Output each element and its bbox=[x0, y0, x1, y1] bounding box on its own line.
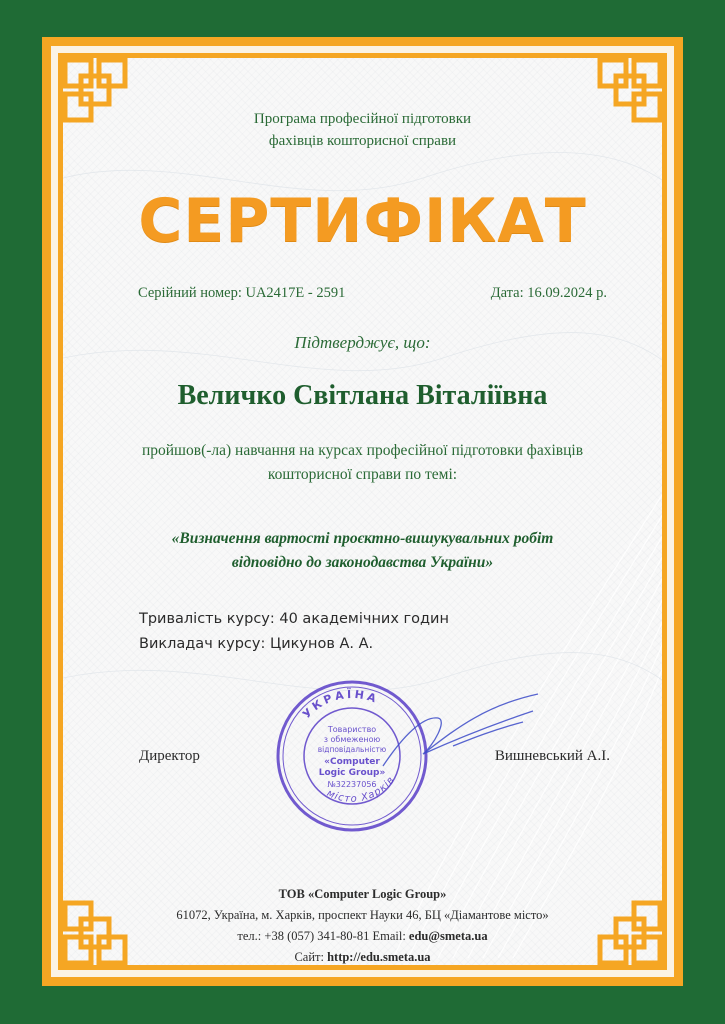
completion-statement bbox=[63, 439, 662, 487]
stamp-bottom-arc: місто Харків bbox=[324, 774, 398, 805]
stamp-line: Товариство bbox=[327, 725, 377, 734]
course-topic bbox=[63, 527, 662, 575]
company-address: 61072, Україна, м. Харків, проспект Науки 46, БЦ «Діамантове місто» bbox=[176, 908, 549, 922]
stamp-line: з обмеженою bbox=[323, 735, 381, 744]
stamp-top-arc: УКРАЇНА bbox=[300, 687, 381, 721]
program-line: фахівців кошторисної справи bbox=[268, 133, 457, 149]
company-footer bbox=[63, 884, 662, 965]
program-heading bbox=[63, 108, 662, 152]
company-name: ТОВ «Computer Logic Group» bbox=[278, 887, 447, 901]
director-label: Директор bbox=[139, 748, 200, 764]
serial-number: Серійний номер: UA2417E - 2591 bbox=[138, 285, 346, 301]
email-link[interactable]: edu@smeta.ua bbox=[408, 929, 488, 943]
site-link[interactable]: http://edu.smeta.ua bbox=[327, 950, 431, 964]
certificate-frame bbox=[42, 37, 683, 986]
recipient-name: Величко Світлана Віталіївна bbox=[177, 380, 548, 411]
course-lecturer: Викладач курсу: Цикунов А. А. bbox=[139, 636, 374, 652]
stamp-line: відповідальністю bbox=[317, 745, 387, 754]
site-label: Сайт: bbox=[294, 950, 328, 964]
contact-line bbox=[63, 926, 662, 947]
phone-label: тел.: +38 (057) 341-80-81 Email: bbox=[237, 929, 409, 943]
director-name: Вишневський А.І. bbox=[494, 748, 610, 764]
completion-line: кошторисної справи по темі: bbox=[267, 466, 458, 483]
program-line: Програма професійної підготовки bbox=[253, 111, 472, 127]
stamp-line: №32237056 bbox=[327, 780, 377, 789]
stamp-line: «Computer bbox=[324, 757, 380, 767]
issue-date: Дата: 16.09.2024 р. bbox=[490, 285, 607, 301]
topic-line: відповідно до законодавства України» bbox=[231, 554, 494, 571]
certificate-title: СЕРТИФІКАТ bbox=[138, 186, 587, 256]
confirms-label: Підтверджує, що: bbox=[294, 333, 431, 352]
course-duration: Тривалість курсу: 40 академічних годин bbox=[139, 611, 449, 627]
stamp-line: Logic Group» bbox=[318, 768, 386, 778]
director-signature bbox=[363, 676, 543, 786]
topic-line: «Визначення вартості проєктно-вишукувальних робіт bbox=[171, 530, 554, 547]
completion-line: пройшов(-ла) навчання на курсах професійної підготовки фахівців bbox=[141, 442, 584, 459]
site-line bbox=[63, 947, 662, 965]
certificate-paper bbox=[63, 58, 662, 965]
